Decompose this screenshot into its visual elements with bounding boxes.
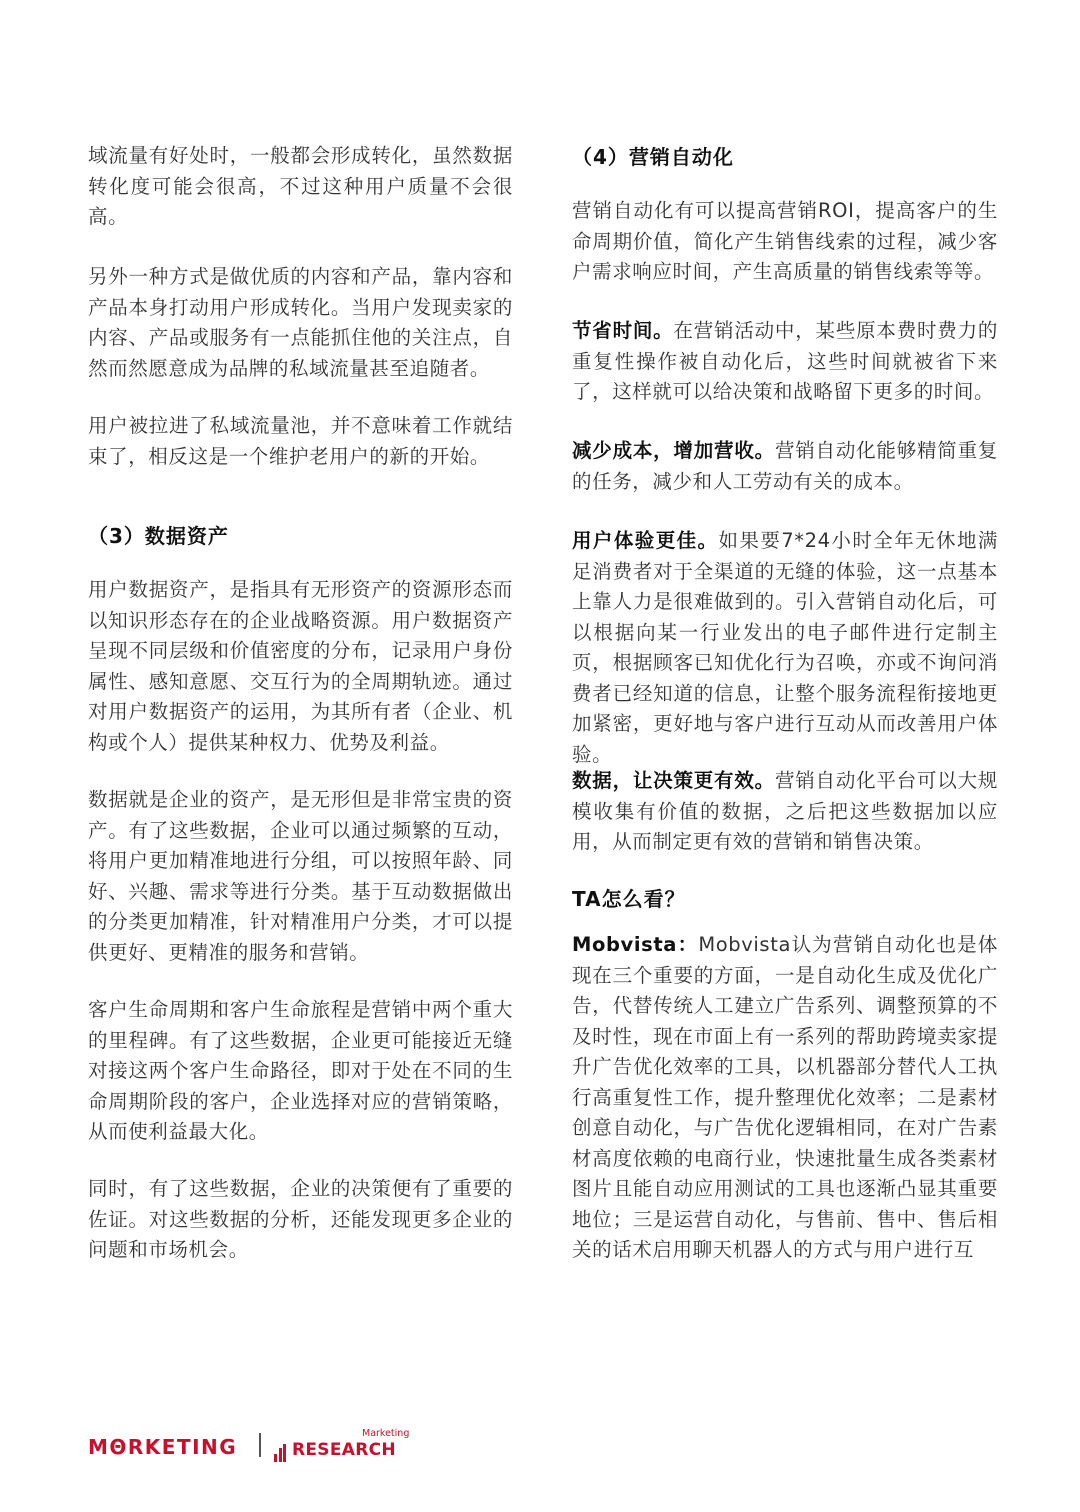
marketing-logo: MΘRKETING bbox=[88, 1435, 238, 1459]
paragraph bbox=[572, 766, 998, 858]
research-logo-subtext: Marketing bbox=[362, 1428, 410, 1439]
research-logo bbox=[274, 1428, 410, 1464]
paragraph: 同时，有了这些数据，企业的决策便有了重要的佐证。对这些数据的分析，还能发现更多企业的问题和市场机会。 bbox=[88, 1177, 513, 1261]
paragraph: 营销自动化有可以提高营销ROI，提高客户的生命周期价值，简化产生销售线索的过程，减少客户需求响应时间，产生高质量的销售线索等等。 bbox=[572, 199, 998, 283]
section-heading: （3）数据资产 bbox=[88, 524, 229, 548]
section-heading: TA怎么看？ bbox=[572, 887, 686, 911]
paragraph: 用户数据资产，是指具有无形资产的资源形态而以知识形态存在的企业战略资源。用户数据资产呈现不同层级和价值密度的分布，记录用户身份属性、感知意愿、交互行为的全周期轨迹。通过对用户数据资产的运用，为其所有者（企业、机构或个人）提供某种权力、优势及利益。 bbox=[88, 578, 513, 754]
bold-lead: 用户体验更佳。 bbox=[572, 529, 719, 552]
paragraph: 域流量有好处时，一般都会形成转化，虽然数据转化度可能会很高，不过这种用户质量不会很高。 bbox=[88, 144, 513, 228]
paragraph-text: 在营销活动中，某些原本费时费力的重复性操作被自动化后，这些时间就被省下来了，这样就可以给决策和战略留下更多的时间。 bbox=[572, 319, 998, 403]
bold-lead: 数据，让决策更有效。 bbox=[572, 769, 775, 792]
paragraph bbox=[572, 436, 998, 497]
paragraph bbox=[572, 930, 998, 1266]
paragraph-text: Mobvista认为营销自动化也是体现在三个重要的方面，一是自动化生成及优化广告，代替传统人工建立广告系列、调整预算的不及时性，现在市面上有一系列的帮助跨境卖家提升广告优化效率的工具，以机器部分替代人工执行高重复性工作，提升整理优化效率；二是素材创意自动化，与广告优化逻辑相同，在对广告素材高度依赖的电商行业，快速批量生成各类素材图片且能自动应用测试的工具也逐渐凸显其重要地位；三是运营自动化，与售前、售中、售后相关的话术启用聊天机器人的方式与用户进行互 bbox=[572, 933, 998, 1261]
paragraph bbox=[572, 526, 998, 770]
bold-lead: 减少成本，增加营收。 bbox=[572, 439, 775, 462]
paragraph-text: 营销自动化能够精简重复的任务，减少和人工劳动有关的成本。 bbox=[572, 439, 998, 493]
bold-lead: 节省时间。 bbox=[572, 319, 674, 342]
bold-lead: Mobvista： bbox=[572, 933, 699, 956]
paragraph: 数据就是企业的资产，是无形但是非常宝贵的资产。有了这些数据，企业可以通过频繁的互动，将用户更加精准地进行分组，可以按照年龄、同好、兴趣、需求等进行分类。基于互动数据做出的分类更加精准，针对精准用户分类，才可以提供更好、更精准的服务和营销。 bbox=[88, 788, 513, 964]
paragraph-text: 如果要7*24小时全年无休地满足消费者对于全渠道的无缝的体验，这一点基本上靠人力是很难做到的。引入营销自动化后，可以根据向某一行业发出的电子邮件进行定制主页，根据顾客已知优化行为召唤，亦或不询问消费者已经知道的信息，让整个服务流程衔接地更加紧密，更好地与客户进行互动从而改善用户体验。 bbox=[572, 529, 998, 766]
paragraph: 用户被拉进了私域流量池，并不意味着工作就结束了，相反这是一个维护老用户的新的开始。 bbox=[88, 414, 513, 468]
bars-icon bbox=[274, 1443, 288, 1462]
paragraph: 客户生命周期和客户生命旅程是营销中两个重大的里程碑。有了这些数据，企业更可能接近无缝对接这两个客户生命路径，即对于处在不同的生命周期阶段的客户，企业选择对应的营销策略，从而使利益最大化。 bbox=[88, 998, 513, 1143]
paragraph bbox=[572, 316, 998, 408]
paragraph: 另外一种方式是做优质的内容和产品，靠内容和产品本身打动用户形成转化。当用户发现卖家的内容、产品或服务有一点能抓住他的关注点，自然而然愿意成为品牌的私域流量甚至追随者。 bbox=[88, 265, 513, 380]
logo-divider bbox=[259, 1433, 261, 1457]
research-logo-text: RESEARCH bbox=[292, 1440, 396, 1460]
section-heading: （4）营销自动化 bbox=[572, 145, 734, 169]
paragraph-text: 营销自动化平台可以大规模收集有价值的数据，之后把这些数据加以应用，从而制定更有效的营销和销售决策。 bbox=[572, 769, 998, 853]
